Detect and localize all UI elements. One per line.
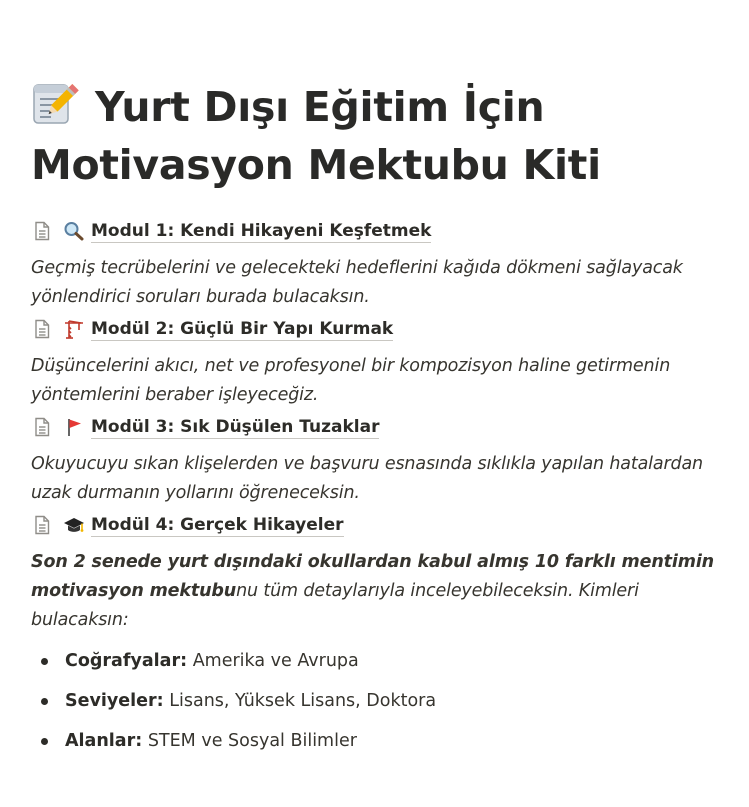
memo-emoji-icon [31, 79, 79, 127]
bullet-icon [41, 698, 48, 705]
module-1-link[interactable] [31, 218, 731, 244]
page-document-icon [31, 514, 53, 536]
module-4-description-rest: nu tüm detaylarıyla inceleyebileceksin. Kimleri bulacaksın: [31, 581, 639, 630]
page-title [31, 78, 731, 194]
title-line-2: Motivasyon Mektubu Kiti [31, 141, 601, 189]
list-item-label: Coğrafyalar: [65, 651, 188, 671]
construction-crane-icon [63, 319, 85, 339]
list-item [31, 641, 731, 681]
module-4-link[interactable] [31, 512, 731, 538]
list-item-label: Alanlar: [65, 731, 143, 751]
module-2-link[interactable] [31, 316, 731, 342]
module-4-title: Modül 4: Gerçek Hikayeler [91, 514, 344, 535]
title-line-1: Yurt Dışı Eğitim İçin [95, 83, 545, 131]
page-document-icon [31, 318, 53, 340]
red-flag-icon [63, 417, 85, 437]
list-item-label: Seviyeler: [65, 691, 164, 711]
bullet-icon [41, 658, 48, 665]
page-document-icon [31, 416, 53, 438]
module-2-title: Modül 2: Güçlü Bir Yapı Kurmak [91, 318, 394, 339]
module-block [31, 316, 731, 410]
module-1-description: Geçmiş tecrübelerini ve gelecekteki hedeflerini kağıda dökmeni sağlayacak yönlendirici soruları burada bulacaksın. [31, 258, 683, 307]
magnifying-glass-icon [63, 221, 85, 241]
module-3-description: Okuyucuyu sıkan klişelerden ve başvuru esnasında sıklıkla yapılan hatalardan uzak durmanın yollarını öğreneceksin. [31, 454, 703, 503]
page-content [31, 78, 731, 761]
module-3-title: Modül 3: Sık Düşülen Tuzaklar [91, 416, 380, 437]
details-list [31, 641, 731, 761]
module-block [31, 218, 731, 312]
list-item [31, 721, 731, 761]
list-item-value: Lisans, Yüksek Lisans, Doktora [169, 691, 437, 711]
module-3-link[interactable] [31, 414, 731, 440]
list-item-value: Amerika ve Avrupa [192, 651, 359, 671]
module-block [31, 414, 731, 508]
module-4-description [31, 548, 731, 635]
module-4-description-bold: Son 2 senede yurt dışındaki okullardan kabul almış 10 farklı mentimin motivasyon mektubu [31, 552, 714, 601]
bullet-icon [41, 738, 48, 745]
module-2-description: Düşüncelerini akıcı, net ve profesyonel bir kompozisyon haline getirmenin yöntemlerini beraber işleyeceğiz. [31, 356, 671, 405]
module-block [31, 512, 731, 635]
module-1-title: Modul 1: Kendi Hikayeni Keşfetmek [91, 220, 432, 241]
list-item-value: STEM ve Sosyal Bilimler [147, 731, 357, 751]
graduation-cap-icon [63, 515, 85, 535]
page-document-icon [31, 220, 53, 242]
list-item [31, 681, 731, 721]
